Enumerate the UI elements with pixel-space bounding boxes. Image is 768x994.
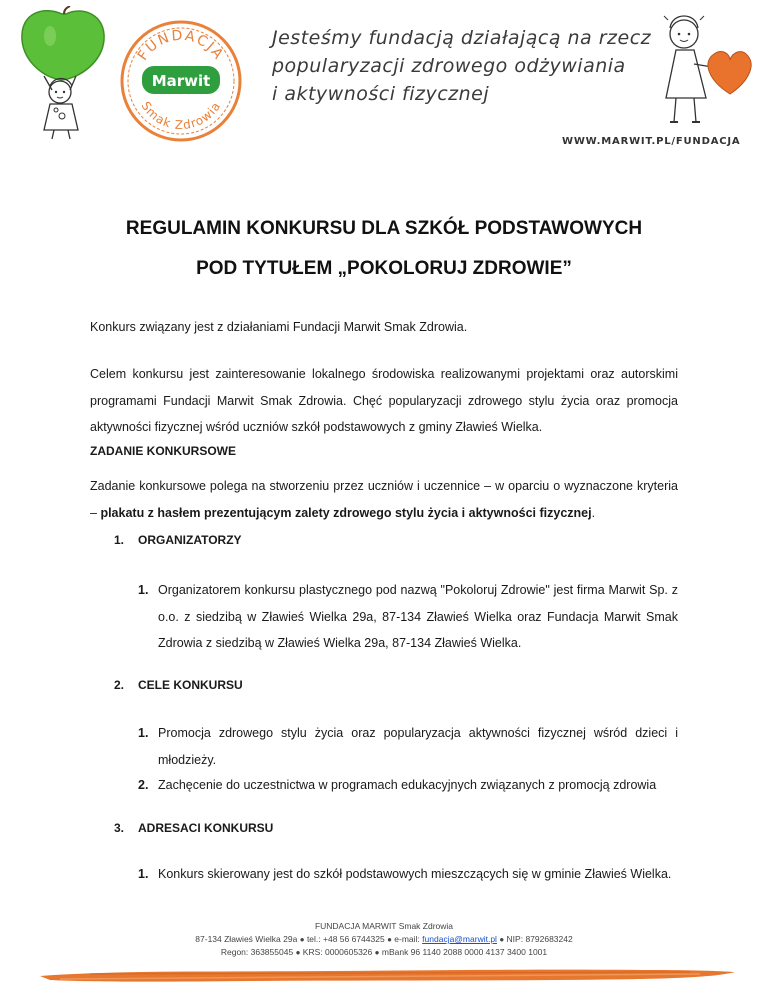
task-paragraph	[90, 473, 678, 526]
fundacja-marwit-logo	[118, 18, 244, 144]
orange-brush-stroke	[0, 962, 768, 988]
task-text-after: .	[591, 505, 596, 520]
tagline-line-2: popularyzacji zdrowego odżywiania	[272, 55, 626, 77]
website-url[interactable]: WWW.MARWIT.PL/FUNDACJA	[562, 136, 741, 147]
footer-address: 87-134 Zławieś Wielka 29a	[195, 934, 298, 944]
section-2-number: 2.	[114, 678, 125, 692]
section-3-number: 3.	[114, 821, 125, 835]
girl-with-apple-illustration	[14, 6, 114, 140]
intro-paragraph-1: Konkurs związany jest z działaniami Fundacji Marwit Smak Zdrowia.	[90, 320, 468, 334]
section-3-item-1-text: Konkurs skierowany jest do szkół podstawowych mieszczących się w gminie Zławieś Wielka.	[158, 867, 672, 881]
separator-dot: ●	[299, 935, 305, 944]
section-2-item-2-number: 2.	[138, 778, 149, 792]
section-1-title: ORGANIZATORZY	[138, 533, 242, 547]
intro-paragraph-2: Celem konkursu jest zainteresowanie lokalnego środowiska realizowanymi projektami oraz autorskimi programami Fundacji Marwit Smak Zdrowia. Chęć popularyzacji zdrowego stylu życia oraz promocja aktywności fizycznej wśród uczniów szkół podstawowych z gminy Zławieś Wielka.	[90, 367, 678, 434]
document-title-line-1: REGULAMIN KONKURSU DLA SZKÓŁ PODSTAWOWYCH	[125, 218, 643, 239]
footer-phone: tel.: +48 56 6744325	[306, 934, 385, 944]
logo-bottom-text: Smak Zdrowia	[138, 98, 224, 133]
logo-brand: Marwit	[151, 72, 211, 90]
section-2-item-2-text: Zachęcenie do uczestnictwa w programach edukacyjnych związanych z promocją zdrowia	[158, 778, 657, 792]
document-title-line-2: POD TYTUŁEM „POKOLORUJ ZDROWIE”	[196, 258, 572, 279]
section-1-item-1-text: Organizatorem konkursu plastycznego pod nazwą "Pokoloruj Zdrowie" jest firma Marwit Sp. z o.o. z siedzibą w Zławieś Wielka 29a, 87-134 Zławieś Wielka oraz Fundacja Marwit Smak Zdrowia z siedzibą w Zławieś Wielka 29a, 87-134 Zławieś Wielka.	[158, 583, 678, 650]
footer-contact-line	[0, 933, 768, 946]
section-2-title: CELE KONKURSU	[138, 678, 243, 692]
separator-dot: ●	[295, 948, 301, 957]
task-text-before: Zadanie konkursowe polega na stworzeniu przez uczniów i uczennice – w oparciu o wyznaczone kryteria –	[90, 479, 678, 520]
footer-organization-name: FUNDACJA MARWIT Smak Zdrowia	[314, 921, 454, 931]
footer-nip: NIP: 8792683242	[506, 934, 573, 944]
footer-krs: KRS: 0000605326	[302, 947, 373, 957]
tagline-line-3: i aktywności fizycznej	[272, 83, 490, 105]
task-text-bold: plakatu z hasłem prezentującym zalety zdrowego stylu życia i aktywności fizycznej	[100, 505, 592, 520]
section-2-item-1-text: Promocja zdrowego stylu życia oraz popularyzacja aktywności fizycznej wśród dzieci i młodzieży.	[158, 726, 678, 767]
task-heading: ZADANIE KONKURSOWE	[90, 444, 236, 458]
footer-email-label: e-mail:	[394, 934, 420, 944]
section-1-item-1-number: 1.	[138, 583, 149, 597]
section-1-number: 1.	[114, 533, 125, 547]
letterhead	[0, 0, 768, 160]
tagline-line-1: Jesteśmy fundacją działającą na rzecz	[272, 27, 652, 49]
footer-registry-line	[0, 946, 768, 959]
logo-top-text: FUNDACJA	[134, 27, 228, 64]
footer-bank: mBank 96 1140 2088 0000 4137 3400 1001	[381, 947, 548, 957]
footer-regon: Regon: 363855045	[220, 947, 294, 957]
section-3-title: ADRESACI KONKURSU	[138, 821, 274, 835]
tagline	[272, 24, 652, 108]
separator-dot: ●	[499, 935, 505, 944]
section-3-item-1-number: 1.	[138, 867, 149, 881]
separator-dot: ●	[374, 948, 380, 957]
separator-dot: ●	[387, 935, 392, 944]
girl-with-heart-illustration	[648, 6, 758, 128]
footer-email-link[interactable]: fundacja@marwit.pl	[422, 934, 497, 944]
section-2-item-1-number: 1.	[138, 726, 149, 740]
